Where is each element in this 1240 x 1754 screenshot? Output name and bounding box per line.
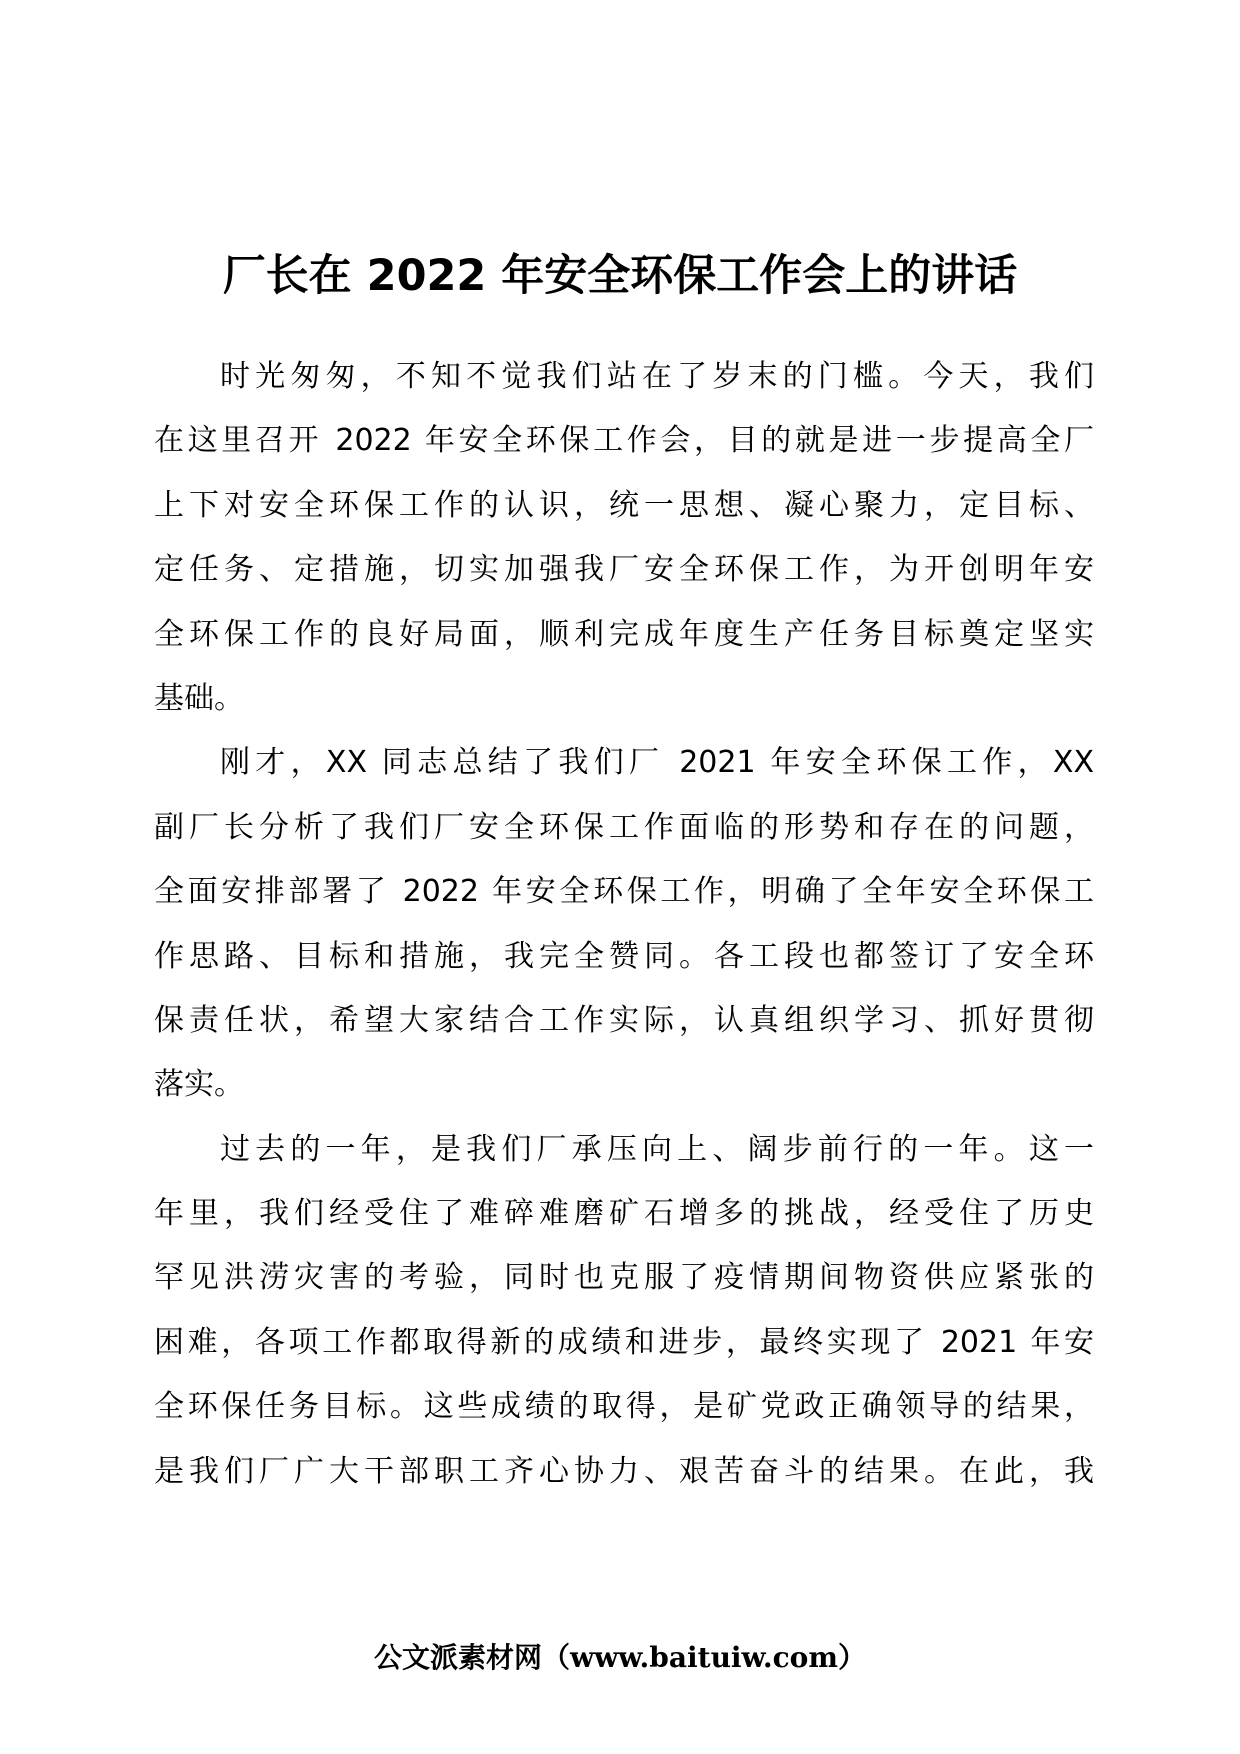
paragraph-line: 在这里召开 2022 年安全环保工作会，目的就是进一步提高全厂 — [154, 423, 1094, 459]
paragraph-line: 副厂长分析了我们厂安全环保工作面临的形势和存在的问题， — [154, 809, 1094, 845]
paragraph-line: 刚才，XX 同志总结了我们厂 2021 年安全环保工作，XX — [220, 745, 1094, 781]
paragraph-line: 上下对安全环保工作的认识，统一思想、凝心聚力，定目标、 — [154, 487, 1094, 523]
paragraph-line: 全环保任务目标。这些成绩的取得，是矿党政正确领导的结果， — [154, 1389, 1094, 1425]
paragraph-line: 罕见洪涝灾害的考验，同时也克服了疫情期间物资供应紧张的 — [154, 1260, 1094, 1296]
paragraph-line: 年里，我们经受住了难碎难磨矿石增多的挑战，经受住了历史 — [154, 1196, 1094, 1232]
paragraph-line: 困难，各项工作都取得新的成绩和进步，最终实现了 2021 年安 — [154, 1324, 1094, 1360]
document-title: 厂长在 2022 年安全环保工作会上的讲话 — [222, 251, 1018, 301]
paragraph-line: 全面安排部署了 2022 年安全环保工作，明确了全年安全环保工 — [154, 874, 1094, 910]
paragraph-line: 保责任状，希望大家结合工作实际，认真组织学习、抓好贯彻 — [154, 1002, 1094, 1038]
paragraph-1 — [154, 345, 1094, 731]
document-body — [154, 345, 1094, 1504]
paragraph-line: 全环保工作的良好局面，顺利完成年度生产任务目标奠定坚实 — [154, 616, 1094, 652]
paragraph-line: 基础。 — [154, 680, 244, 716]
paragraph-line: 作思路、目标和措施，我完全赞同。各工段也都签订了安全环 — [154, 938, 1094, 974]
paragraph-line: 落实。 — [154, 1067, 244, 1103]
paragraph-2 — [154, 731, 1094, 1117]
paragraph-line: 是我们厂广大干部职工齐心协力、艰苦奋斗的结果。在此，我 — [154, 1453, 1094, 1489]
paragraph-3 — [154, 1118, 1094, 1504]
footer-source: 公文派素材网（www.baituiw.com） — [374, 1641, 866, 1674]
paragraph-line: 过去的一年，是我们厂承压向上、阔步前行的一年。这一 — [220, 1131, 1094, 1167]
paragraph-line: 定任务、定措施，切实加强我厂安全环保工作，为开创明年安 — [154, 552, 1094, 588]
paragraph-line: 时光匆匆，不知不觉我们站在了岁末的门槛。今天，我们 — [220, 359, 1094, 394]
